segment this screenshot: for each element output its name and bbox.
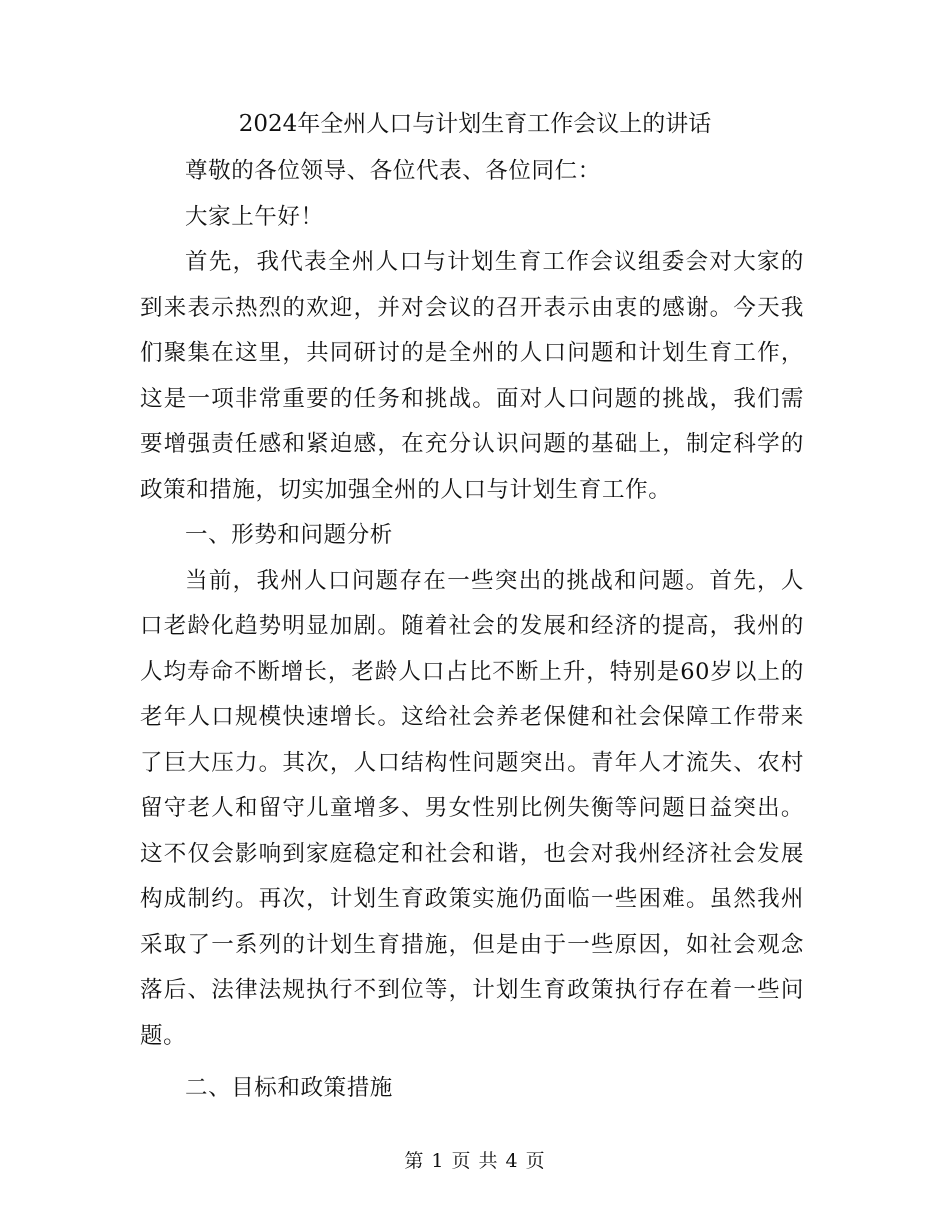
document-body: [140, 149, 804, 1112]
section-1-heading: 一、形势和问题分析: [185, 522, 393, 548]
greeting-paragraph: 尊敬的各位领导、各位代表、各位同仁：: [185, 158, 601, 184]
page-indicator: 第 1 页 共 4 页: [404, 1150, 546, 1172]
section-2-heading: 二、目标和政策措施: [185, 1075, 393, 1101]
intro-paragraph: 首先，我代表全州人口与计划生育工作会议组委会对大家的到来表示热烈的欢迎，并对会议的召开表示由衷的感谢。今天我们聚集在这里，共同研讨的是全州的人口问题和计划生育工作，这是一项非常重要的任务和挑战。面对人口问题的挑战，我们需要增强责任感和紧迫感，在充分认识问题的基础上，制定科学的政策和措施，切实加强全州的人口与计划生育工作。: [140, 249, 804, 503]
section-1-paragraph: 当前，我州人口问题存在一些突出的挑战和问题。首先，人口老龄化趋势明显加剧。随着社会的发展和经济的提高，我州的人均寿命不断增长，老龄人口占比不断上升，特别是60岁以上的老年人口规模快速增长。这给社会养老保健和社会保障工作带来了巨大压力。其次，人口结构性问题突出。青年人才流失、农村留守老人和留守儿童增多、男女性别比例失衡等问题日益突出。这不仅会影响到家庭稳定和社会和谐，也会对我州经济社会发展构成制约。再次，计划生育政策实施仍面临一些困难。虽然我州采取了一系列的计划生育措施，但是由于一些原因，如社会观念落后、法律法规执行不到位等，计划生育政策执行存在着一些问题。: [140, 567, 804, 1049]
salutation-paragraph: 大家上午好！: [185, 203, 324, 230]
document-title: 2024年全州人口与计划生育工作会议上的讲话: [238, 111, 712, 137]
